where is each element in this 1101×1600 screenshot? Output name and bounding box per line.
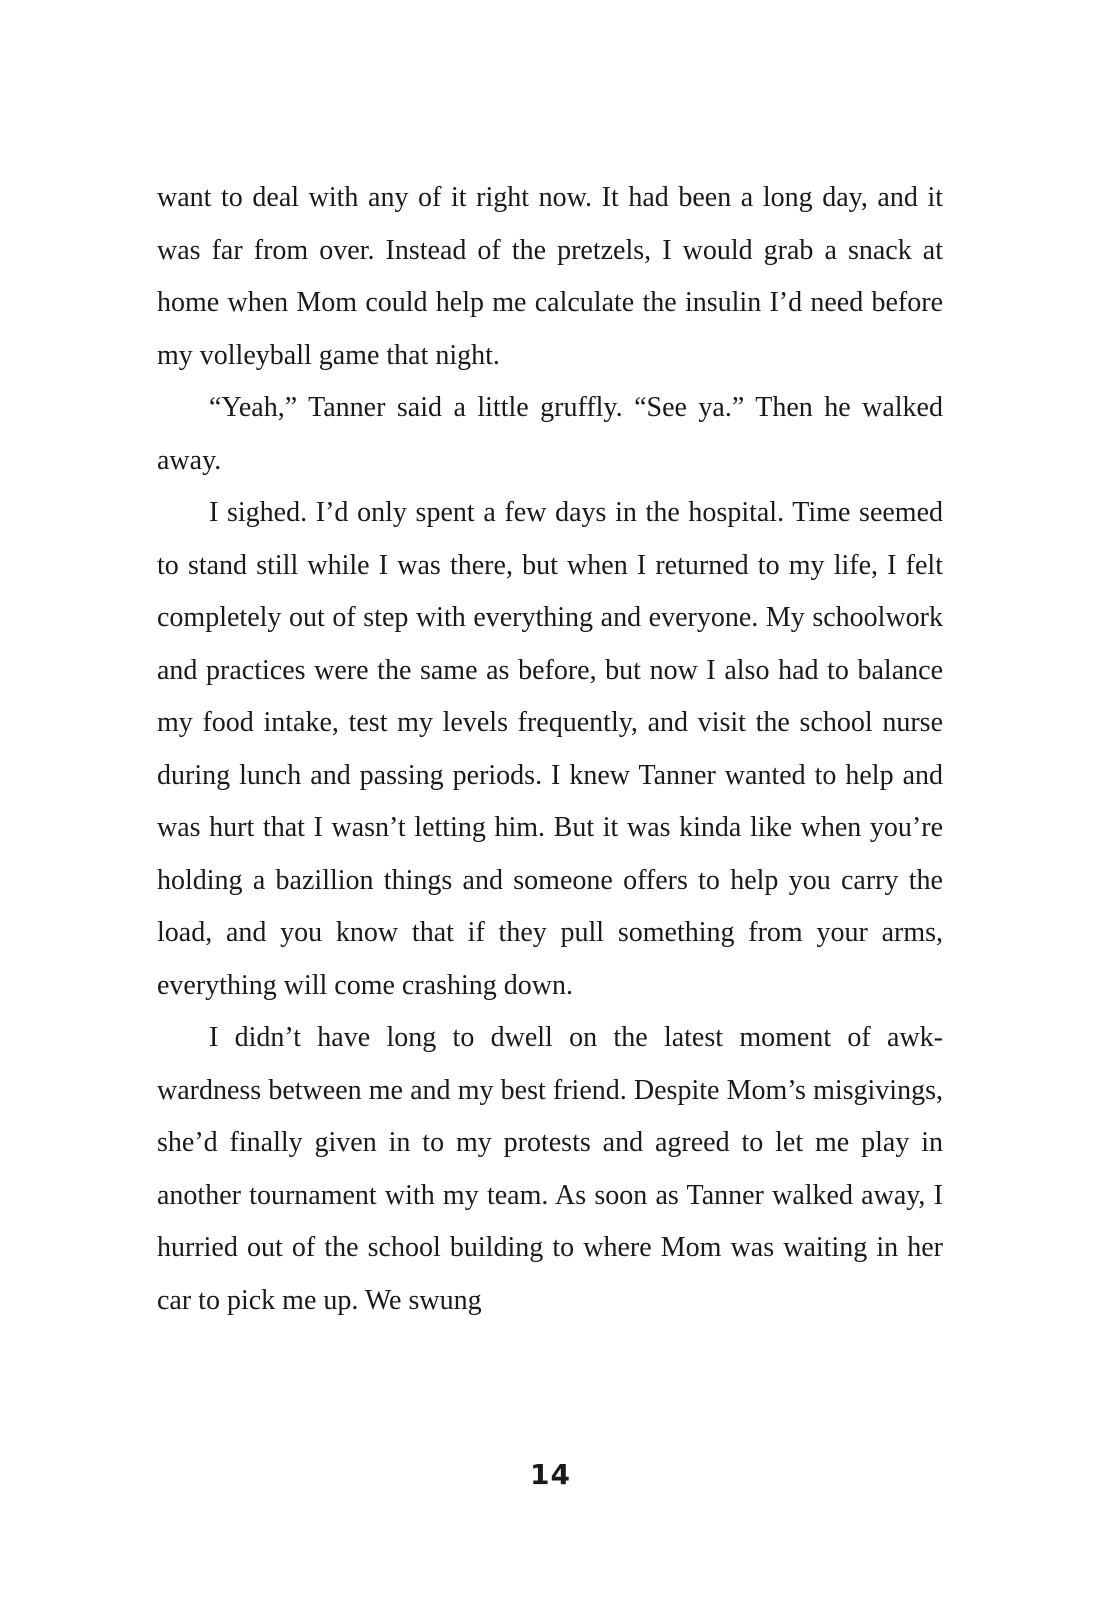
paragraph-3: I sighed. I’d only spent a few days in the hospital. Time seemed to stand still while I was there, but when I returned to my life, I felt completely out of step with everything and everyone. My schoolwork and practices were the same as before, but now I also had to balance my food intake, test my levels frequently, and visit the school nurse during lunch and passing periods. I knew Tanner wanted to help and was hurt that I wasn’t letting him. But it was kinda like when you’re holding a bazillion things and someone offers to help you carry the load, and you know that if they pull something from your arms, everything will come crashing down. — [157, 497, 943, 1001]
page-number: 14 — [530, 1458, 571, 1491]
paragraph-2: “Yeah,” Tanner said a little gruffly. “See ya.” Then he walked away. — [157, 392, 943, 476]
body-text — [157, 172, 943, 1327]
paragraph-1: want to deal with any of it right now. It had been a long day, and it was far from over. Instead of the pretzels, I would grab a snack at home when Mom could help me calculate the insulin I’d need before my volleyball game that night. — [157, 182, 943, 371]
paragraph-4: I didn’t have long to dwell on the latest moment of awk-wardness between me and my best friend. Despite Mom’s misgivings, she’d finally given in to my protests and agreed to let me play in another tournament with my team. As soon as Tanner walked away, I hurried out of the school building to where Mom was waiting in her car to pick me up. We swung — [157, 1022, 943, 1316]
